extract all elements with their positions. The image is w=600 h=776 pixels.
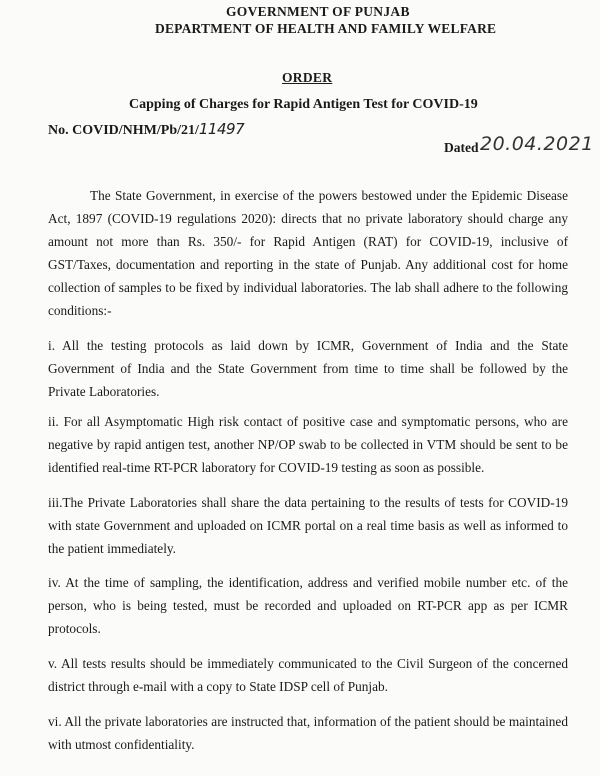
condition-item: v. All tests results should be immediately communicated to the Civil Surgeon of the concerned district through e-mail with a copy to State IDSP cell of Punjab. — [48, 656, 568, 694]
department-heading: DEPARTMENT OF HEALTH AND FAMILY WELFARE — [155, 21, 497, 36]
reference-handwritten: 11497 — [198, 120, 245, 138]
reference-number — [48, 120, 244, 139]
condition-item: i. All the testing protocols as laid down by ICMR, Government of India and the State Government of India and the State Government from time to time shall be followed by the Private Laboratories. — [48, 338, 568, 399]
date-handwritten: 20.04.2021 — [480, 133, 594, 155]
intro-paragraph: The State Government, in exercise of the powers bestowed under the Epidemic Disease Act, 1897 (COVID-19 regulations 2020): directs that no private laboratory should charge any amount not more than Rs. 350/- for Rapid Antigen (RAT) for COVID-19, inclusive of GST/Taxes, documentation and reporting in the state of Punjab. Any additional cost for home collection of samples to be fixed by individual laboratories. The lab shall adhere to the following conditions:- — [48, 188, 568, 318]
government-heading: GOVERNMENT OF PUNJAB — [226, 4, 410, 19]
condition-item: iv. At the time of sampling, the identification, address and verified mobile number etc. of the person, who is being tested, must be recorded and uploaded on RT-PCR app as per ICMR protocols. — [48, 575, 568, 636]
condition-item: vi. All the private laboratories are instructed that, information of the patient should be maintained with utmost confidentiality. — [48, 714, 568, 752]
condition-item: iii.The Private Laboratories shall share the data pertaining to the results of tests for COVID-19 with state Government and uploaded on ICMR portal on a real time basis as well as informed to the patient immediately. — [48, 495, 568, 556]
condition-item: ii. For all Asymptomatic High risk contact of positive case and symptomatic persons, who are negative by rapid antigen test, another NP/OP swab to be collected in VTM should be sent to be identified real-time RT-PCR laboratory for COVID-19 testing as soon as possible. — [48, 414, 568, 475]
order-subject: Capping of Charges for Rapid Antigen Test for COVID-19 — [129, 97, 478, 112]
order-title: ORDER — [282, 70, 333, 85]
dated-label: Dated — [444, 140, 479, 155]
reference-printed: No. COVID/NHM/Pb/21/ — [48, 123, 199, 138]
